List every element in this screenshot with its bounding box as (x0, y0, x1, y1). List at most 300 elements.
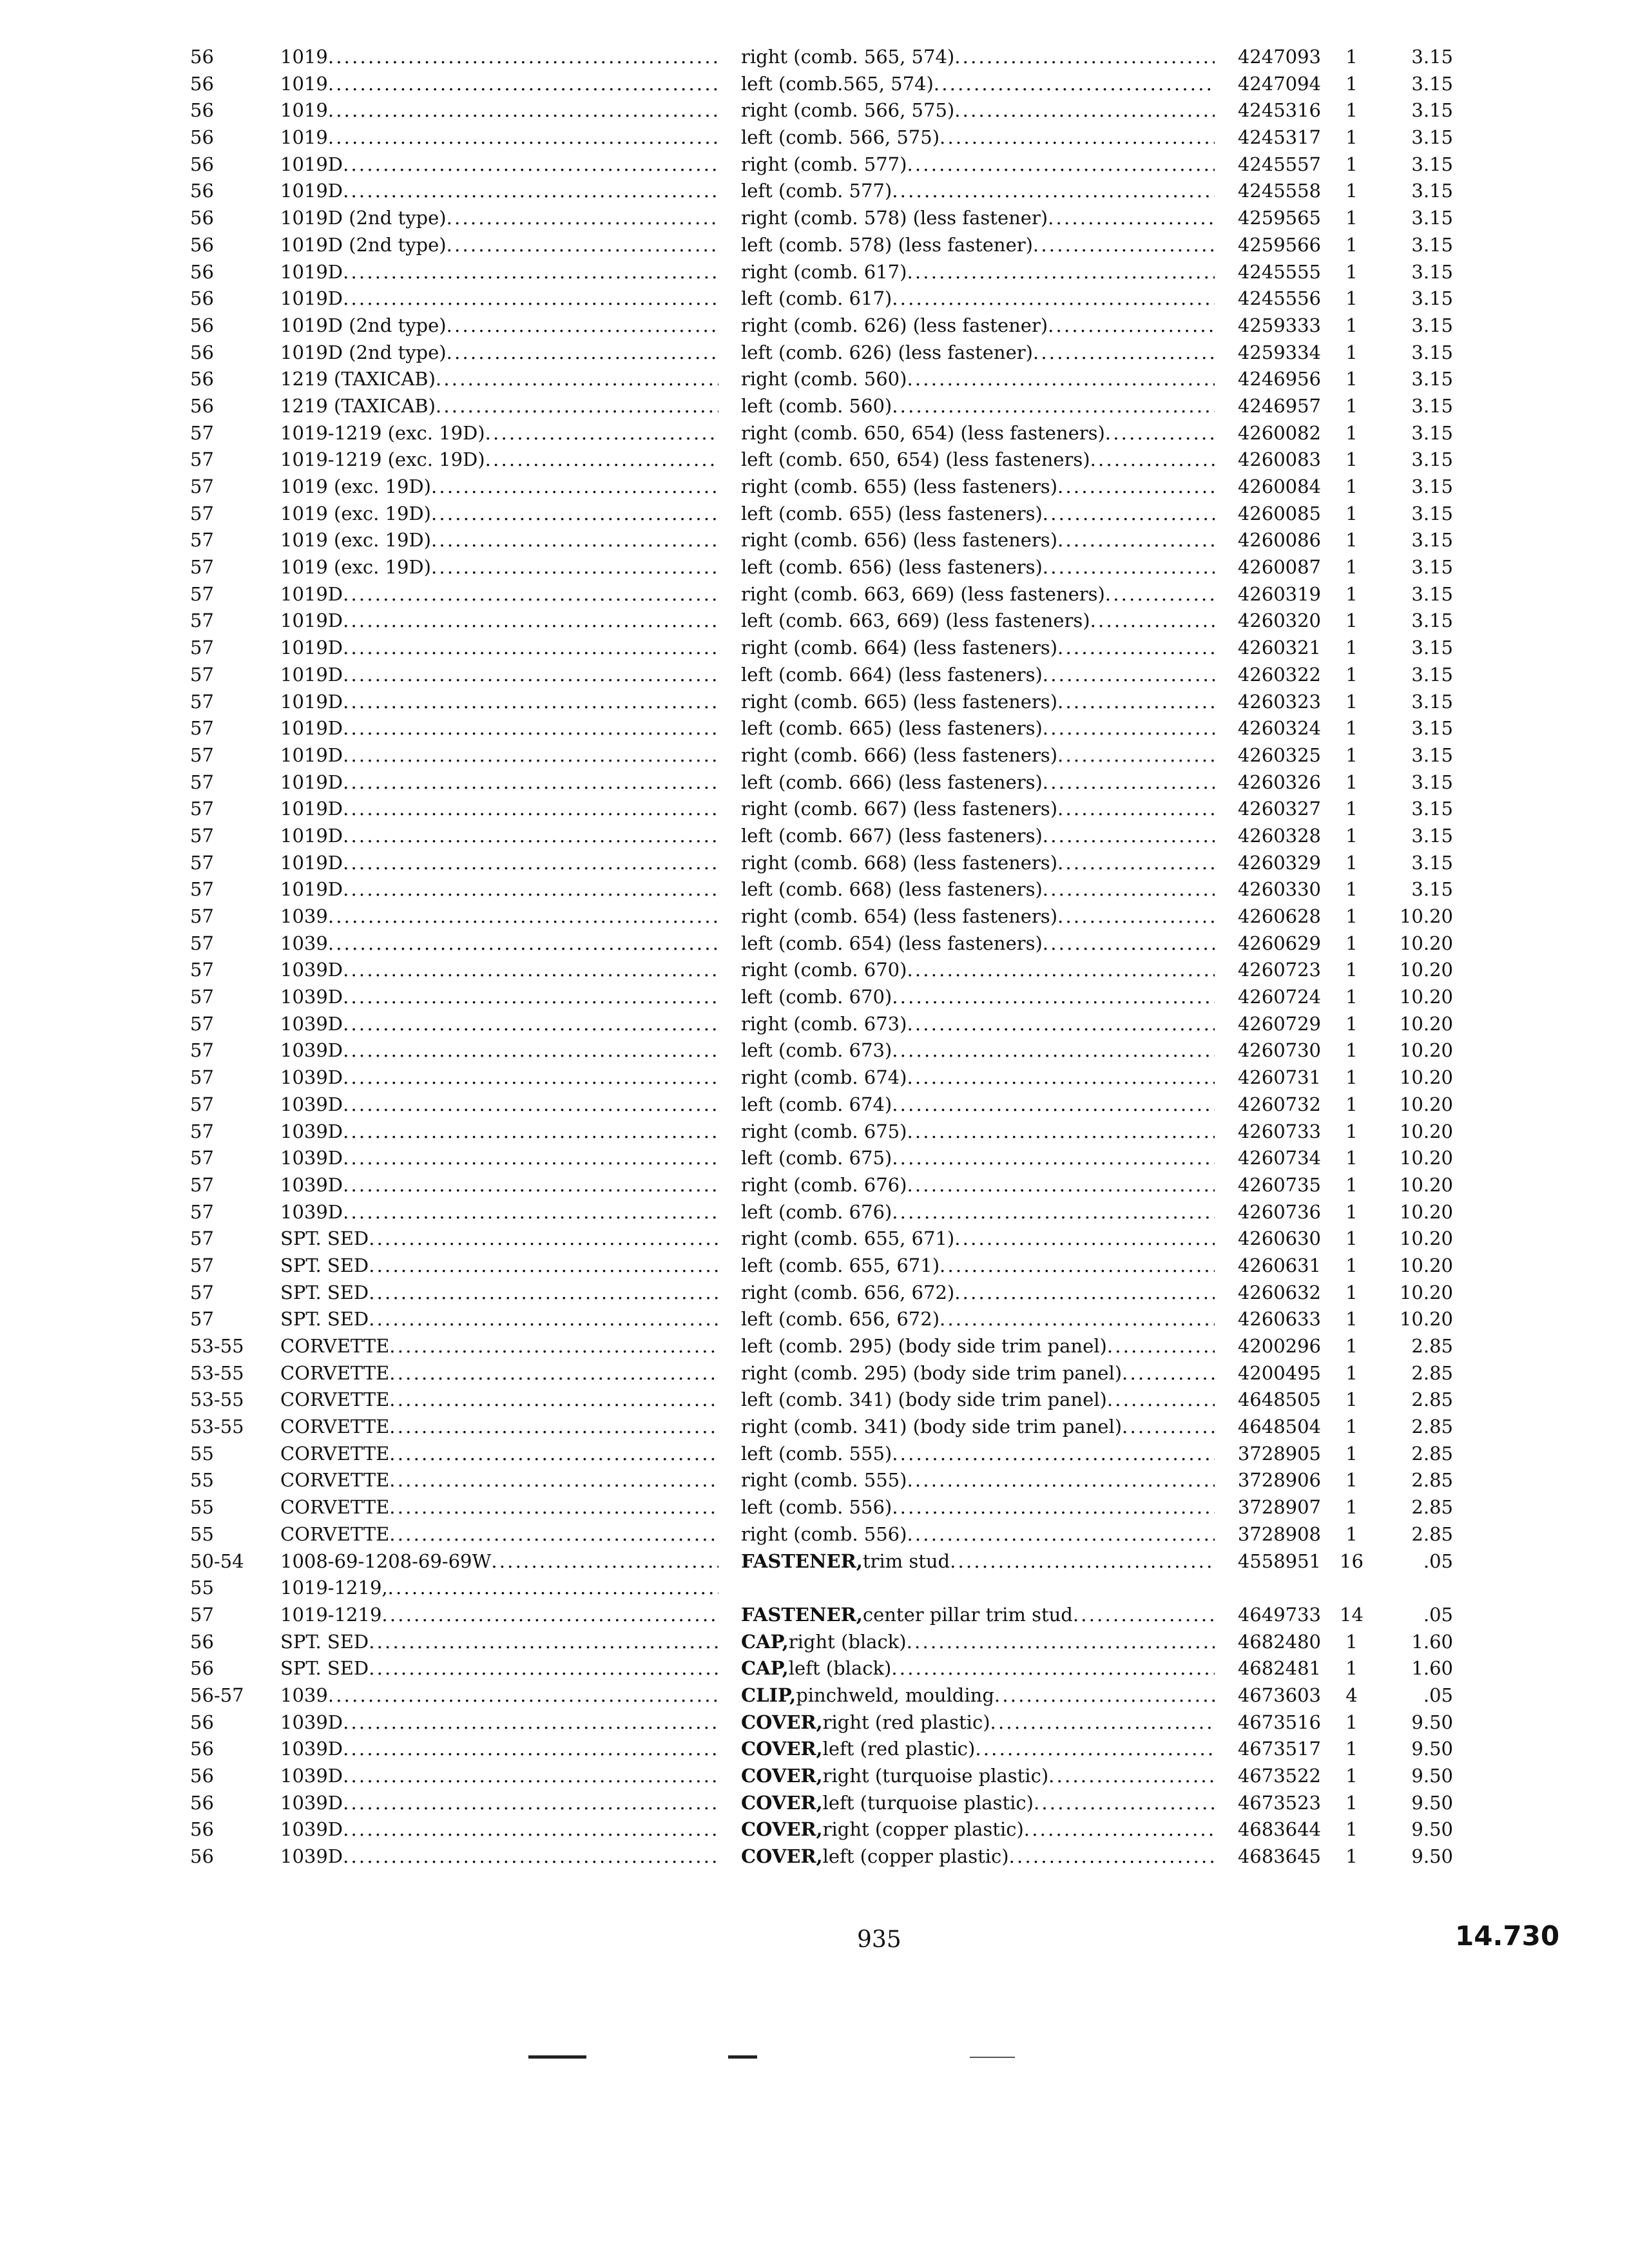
parts-column (741, 44, 1476, 1870)
model-text: 1019 (exc. 19D) (280, 529, 431, 552)
price: 3.15 (1411, 798, 1453, 820)
description-cell (741, 1199, 1215, 1226)
leader-dots (436, 366, 718, 393)
price: 2.85 (1411, 1389, 1453, 1411)
part-number: 4673516 (1237, 1711, 1321, 1733)
model-row (190, 1414, 718, 1441)
leader-dots (389, 1360, 718, 1387)
model-row (190, 71, 718, 98)
model-row (190, 1494, 718, 1521)
leader-dots (343, 1816, 718, 1843)
part-number: 4673603 (1237, 1684, 1321, 1706)
leader-dots (343, 1091, 718, 1119)
description-text: right (comb. 565, 574) (741, 46, 955, 68)
model-row (190, 1064, 718, 1091)
description-text: left (comb. 673) (741, 1039, 892, 1062)
part-number: 4245555 (1237, 260, 1321, 283)
description-text: right (comb. 664) (less fasteners) (741, 637, 1058, 659)
leader-dots (1057, 527, 1215, 554)
year-cell: 56 (190, 233, 214, 256)
part-row (741, 1333, 1476, 1360)
model-text: 1019D (280, 824, 343, 847)
model-text: 1019D (280, 717, 343, 740)
model-cell (280, 1280, 718, 1307)
description-text: left (comb.565, 574) (741, 72, 934, 95)
quantity: 1 (1345, 1416, 1358, 1438)
description-cell (741, 366, 1215, 393)
quantity: 1 (1345, 1361, 1358, 1384)
model-row (190, 850, 718, 877)
price: 2.85 (1411, 1361, 1453, 1384)
description-text: left (black) (788, 1657, 892, 1680)
part-row (741, 1441, 1476, 1468)
year-cell: 53-55 (190, 1389, 244, 1411)
quantity: 1 (1345, 556, 1358, 579)
model-cell (280, 205, 718, 232)
description-text: left (turquoise plastic) (822, 1791, 1034, 1814)
quantity: 1 (1345, 717, 1358, 740)
part-row (741, 1011, 1476, 1038)
price: 2.85 (1411, 1496, 1453, 1519)
year-cell: 57 (190, 1120, 214, 1142)
leader-dots (343, 581, 718, 608)
part-row (741, 662, 1476, 689)
model-text: 1039D (280, 1845, 343, 1868)
quantity: 1 (1345, 878, 1358, 901)
part-number: 4260086 (1237, 529, 1321, 552)
quantity: 1 (1345, 932, 1358, 954)
model-cell (280, 769, 718, 796)
description-text: right (comb. 555) (741, 1469, 907, 1492)
model-text: 1019D (280, 153, 343, 175)
part-number: 4260729 (1237, 1012, 1321, 1035)
year-cell: 57 (190, 448, 214, 471)
leader-dots (1107, 1387, 1215, 1414)
leader-dots (1122, 1414, 1215, 1441)
quantity: 1 (1345, 1120, 1358, 1142)
part-number: 4260330 (1237, 878, 1321, 901)
model-row (190, 44, 718, 71)
price: 3.15 (1411, 46, 1453, 68)
leader-dots (892, 1441, 1215, 1468)
year-cell: 56 (190, 1657, 214, 1680)
part-number: 4260731 (1237, 1066, 1321, 1089)
part-row (741, 581, 1476, 608)
description-cell (741, 635, 1215, 662)
model-cell (280, 44, 718, 71)
part-row (741, 1602, 1476, 1629)
price: 3.15 (1411, 476, 1453, 497)
leader-dots (388, 1575, 718, 1602)
model-text: 1019D (280, 663, 343, 686)
part-row (741, 1091, 1476, 1119)
leader-dots (369, 1280, 718, 1307)
leader-dots (389, 1467, 718, 1494)
price: 3.15 (1411, 180, 1453, 202)
leader-dots (1105, 581, 1215, 608)
part-number: 4260326 (1237, 771, 1321, 793)
part-row (741, 554, 1476, 581)
price: 9.50 (1411, 1791, 1453, 1814)
description-cell (741, 1280, 1215, 1307)
description-cell (741, 1360, 1215, 1387)
description-cell (741, 124, 1215, 151)
model-text: 1039 (280, 932, 328, 954)
model-text: 1019 (280, 72, 328, 95)
part-number: 4260633 (1237, 1308, 1321, 1331)
model-text: 1039D (280, 1066, 343, 1089)
part-row (741, 1145, 1476, 1172)
leader-dots (343, 769, 718, 796)
part-row (741, 340, 1476, 367)
price: 2.85 (1411, 1335, 1453, 1357)
description-text: left (comb. 655, 671) (741, 1254, 940, 1276)
model-cell (280, 1467, 718, 1494)
leader-dots (328, 124, 718, 151)
model-cell (280, 71, 718, 98)
leader-dots (907, 1629, 1215, 1656)
quantity: 1 (1345, 986, 1358, 1008)
part-row (741, 527, 1476, 554)
leader-dots (1009, 1843, 1215, 1870)
part-number: 4260327 (1237, 798, 1321, 820)
leader-dots (343, 1011, 718, 1038)
model-cell (280, 1199, 718, 1226)
model-cell (280, 232, 718, 259)
description-text: center pillar trim stud (862, 1603, 1073, 1626)
leader-dots (907, 259, 1215, 286)
model-row (190, 447, 718, 474)
description-cell (741, 1306, 1215, 1333)
model-row (190, 1199, 718, 1226)
leader-dots (343, 1119, 718, 1146)
leader-dots (343, 876, 718, 903)
leader-dots (389, 1441, 718, 1468)
leader-dots (892, 393, 1215, 420)
model-row (190, 1843, 718, 1870)
model-row (190, 1790, 718, 1817)
model-cell (280, 1602, 718, 1629)
quantity: 1 (1345, 1281, 1358, 1303)
model-text: CORVETTE (280, 1389, 390, 1411)
part-row (741, 1280, 1476, 1307)
year-cell: 57 (190, 1066, 214, 1089)
leader-dots (1057, 850, 1215, 877)
year-cell: 56 (190, 46, 214, 68)
price: 3.15 (1411, 126, 1453, 149)
model-text: 1019 (exc. 19D) (280, 556, 431, 579)
part-number: 4648505 (1237, 1389, 1321, 1411)
price: 9.50 (1411, 1818, 1453, 1841)
leader-dots (328, 71, 718, 98)
model-row (190, 232, 718, 259)
description-text: left (comb. 655) (less fasteners) (741, 502, 1043, 524)
model-row (190, 608, 718, 635)
model-text: 1039D (280, 1147, 343, 1169)
description-cell (741, 930, 1215, 957)
model-cell (280, 930, 718, 957)
leader-dots (907, 151, 1215, 178)
price: 1.60 (1411, 1657, 1453, 1680)
description-text: left (comb. 656) (less fasteners) (741, 556, 1043, 579)
description-cell (741, 97, 1215, 124)
leader-dots (343, 1736, 718, 1763)
part-row (741, 1199, 1476, 1226)
model-row (190, 1091, 718, 1119)
description-cell (741, 1387, 1215, 1414)
model-text: 1039D (280, 1711, 343, 1733)
model-row (190, 501, 718, 528)
part-row (741, 1064, 1476, 1091)
leader-dots (891, 1655, 1215, 1682)
quantity: 1 (1345, 1630, 1358, 1653)
price: 2.85 (1411, 1523, 1453, 1545)
price: 2.85 (1411, 1469, 1453, 1492)
part-number: 4260323 (1237, 690, 1321, 713)
quantity: 1 (1345, 1711, 1358, 1733)
year-cell: 56 (190, 287, 214, 310)
model-row (190, 1602, 718, 1629)
year-cell: 57 (190, 771, 214, 793)
year-cell: 53-55 (190, 1361, 244, 1384)
description-text: right (comb. 666) (less fasteners) (741, 744, 1058, 766)
part-number: 4649733 (1237, 1603, 1321, 1626)
model-cell (280, 1843, 718, 1870)
price: 3.15 (1411, 421, 1453, 444)
model-cell (280, 1011, 718, 1038)
model-text: 1219 (TAXICAB) (280, 394, 436, 417)
year-cell: 57 (190, 824, 214, 847)
part-row (741, 903, 1476, 930)
description-cell (741, 1790, 1215, 1817)
leader-dots (892, 1494, 1215, 1521)
quantity: 1 (1345, 1093, 1358, 1115)
description-text: left (comb. 667) (less fasteners) (741, 824, 1043, 847)
year-cell: 56 (190, 1845, 214, 1868)
model-row (190, 930, 718, 957)
description-cell (741, 769, 1215, 796)
leader-dots (954, 44, 1215, 71)
part-number: 4200495 (1237, 1361, 1321, 1384)
leader-dots (328, 930, 718, 957)
year-cell: 53-55 (190, 1335, 244, 1357)
part-name: COVER, (741, 1765, 823, 1787)
model-row (190, 285, 718, 312)
quantity: 1 (1345, 314, 1358, 336)
model-cell (280, 97, 718, 124)
quantity: 1 (1345, 529, 1358, 552)
model-cell (280, 581, 718, 608)
leader-dots (954, 1225, 1215, 1253)
model-cell (280, 1145, 718, 1172)
model-cell (280, 984, 718, 1011)
description-cell (741, 393, 1215, 420)
part-number: 4245316 (1237, 99, 1321, 122)
description-cell (741, 1629, 1215, 1656)
quantity: 1 (1345, 637, 1358, 659)
description-cell (741, 1172, 1215, 1199)
price: 3.15 (1411, 287, 1453, 310)
leader-dots (940, 1253, 1215, 1280)
description-text: left (comb. 556) (741, 1496, 892, 1519)
part-number: 3728906 (1237, 1469, 1321, 1492)
quantity: 1 (1345, 260, 1358, 283)
model-cell (280, 1037, 718, 1064)
year-cell: 56 (190, 72, 214, 95)
leader-dots (1048, 1763, 1215, 1790)
leader-dots (343, 178, 718, 205)
part-name: CAP, (741, 1630, 789, 1653)
model-row (190, 903, 718, 930)
year-cell: 57 (190, 421, 214, 444)
description-text: left (comb. 577) (741, 180, 892, 202)
year-cell: 57 (190, 637, 214, 659)
leader-dots (1057, 742, 1215, 769)
model-text: SPT. SED (280, 1630, 369, 1653)
part-row (741, 1575, 1476, 1602)
model-text: 1019D (2nd type) (280, 341, 447, 363)
model-column (190, 44, 718, 1870)
part-row (741, 1119, 1476, 1146)
leader-dots (369, 1225, 718, 1253)
year-cell: 56 (190, 99, 214, 122)
part-row (741, 1682, 1476, 1709)
year-cell: 55 (190, 1469, 214, 1492)
part-row (741, 984, 1476, 1011)
description-text: trim stud (862, 1550, 950, 1572)
leader-dots (1105, 420, 1215, 447)
year-cell: 57 (190, 1173, 214, 1196)
leader-dots (343, 823, 718, 850)
price: 3.15 (1411, 448, 1453, 471)
model-text: SPT. SED (280, 1657, 369, 1680)
description-cell (741, 1709, 1215, 1736)
model-cell (280, 527, 718, 554)
description-text: left (comb. 560) (741, 394, 892, 417)
part-row (741, 312, 1476, 340)
quantity: 1 (1345, 1791, 1358, 1814)
price: 3.15 (1411, 207, 1453, 229)
leader-dots (343, 285, 718, 312)
description-text: right (comb. 295) (body side trim panel) (741, 1361, 1123, 1384)
price: 3.15 (1411, 341, 1453, 363)
part-row (741, 259, 1476, 286)
model-cell (280, 1655, 718, 1682)
year-cell: 50-54 (190, 1550, 244, 1572)
model-cell (280, 903, 718, 930)
description-cell (741, 1119, 1215, 1146)
part-number: 4260320 (1237, 610, 1321, 632)
part-number: 4260322 (1237, 663, 1321, 686)
leader-dots (954, 97, 1215, 124)
description-text: right (comb. 673) (741, 1012, 907, 1035)
year-cell: 56 (190, 207, 214, 229)
model-cell (280, 1709, 718, 1736)
description-cell (741, 285, 1215, 312)
part-number: 4673523 (1237, 1791, 1321, 1814)
description-cell (741, 742, 1215, 769)
quantity: 1 (1345, 1147, 1358, 1169)
year-cell: 56 (190, 341, 214, 363)
price: 3.15 (1411, 394, 1453, 417)
model-text: 1019D (2nd type) (280, 314, 447, 336)
part-row (741, 44, 1476, 71)
model-text: 1019 (280, 126, 328, 149)
leader-dots (343, 1790, 718, 1817)
leader-dots (369, 1253, 718, 1280)
model-cell (280, 796, 718, 823)
part-row (741, 1548, 1476, 1575)
part-name: COVER, (741, 1818, 823, 1841)
part-number: 4259566 (1237, 233, 1321, 256)
description-text: left (comb. 663, 669) (less fasteners) (741, 610, 1090, 632)
price: 9.50 (1411, 1765, 1453, 1787)
part-number: 4245317 (1237, 126, 1321, 149)
description-cell (741, 554, 1215, 581)
model-row (190, 1467, 718, 1494)
part-row (741, 1172, 1476, 1199)
description-text: left (copper plastic) (822, 1845, 1009, 1868)
part-number: 4648504 (1237, 1416, 1321, 1438)
model-row (190, 689, 718, 716)
leader-dots (343, 259, 718, 286)
quantity: 1 (1345, 1657, 1358, 1680)
model-cell (280, 823, 718, 850)
description-text: right (comb. 626) (less fastener) (741, 314, 1048, 336)
model-text: 1039D (280, 1093, 343, 1115)
part-number: 4247093 (1237, 46, 1321, 68)
leader-dots (907, 1119, 1215, 1146)
leader-dots (1043, 501, 1215, 528)
leader-dots (328, 44, 718, 71)
description-cell (741, 876, 1215, 903)
model-cell (280, 393, 718, 420)
description-cell (741, 420, 1215, 447)
model-cell (280, 1064, 718, 1091)
model-row (190, 474, 718, 501)
description-text: left (comb. 676) (741, 1200, 892, 1223)
leader-dots (328, 903, 718, 930)
leader-dots (1043, 715, 1215, 742)
description-cell (741, 796, 1215, 823)
description-cell (741, 232, 1215, 259)
part-row (741, 1360, 1476, 1387)
price: 3.15 (1411, 744, 1453, 766)
part-row (741, 71, 1476, 98)
price: 3.15 (1411, 99, 1453, 122)
model-row (190, 957, 718, 984)
description-text: right (comb. 650, 654) (less fasteners) (741, 421, 1105, 444)
model-cell (280, 285, 718, 312)
year-cell: 56 (190, 1630, 214, 1653)
quantity: 1 (1345, 1818, 1358, 1841)
part-number: 4260733 (1237, 1120, 1321, 1142)
year-cell: 57 (190, 1093, 214, 1115)
year-cell: 57 (190, 690, 214, 713)
quantity: 1 (1345, 207, 1358, 229)
year-cell: 57 (190, 1227, 214, 1250)
leader-dots (369, 1629, 718, 1656)
model-row (190, 769, 718, 796)
model-row (190, 1333, 718, 1360)
description-text: left (comb. 295) (body side trim panel) (741, 1335, 1107, 1357)
part-row (741, 850, 1476, 877)
leader-dots (1043, 930, 1215, 957)
year-cell: 56 (190, 126, 214, 149)
year-cell: 56 (190, 153, 214, 175)
price: 10.20 (1399, 932, 1453, 954)
part-row (741, 769, 1476, 796)
